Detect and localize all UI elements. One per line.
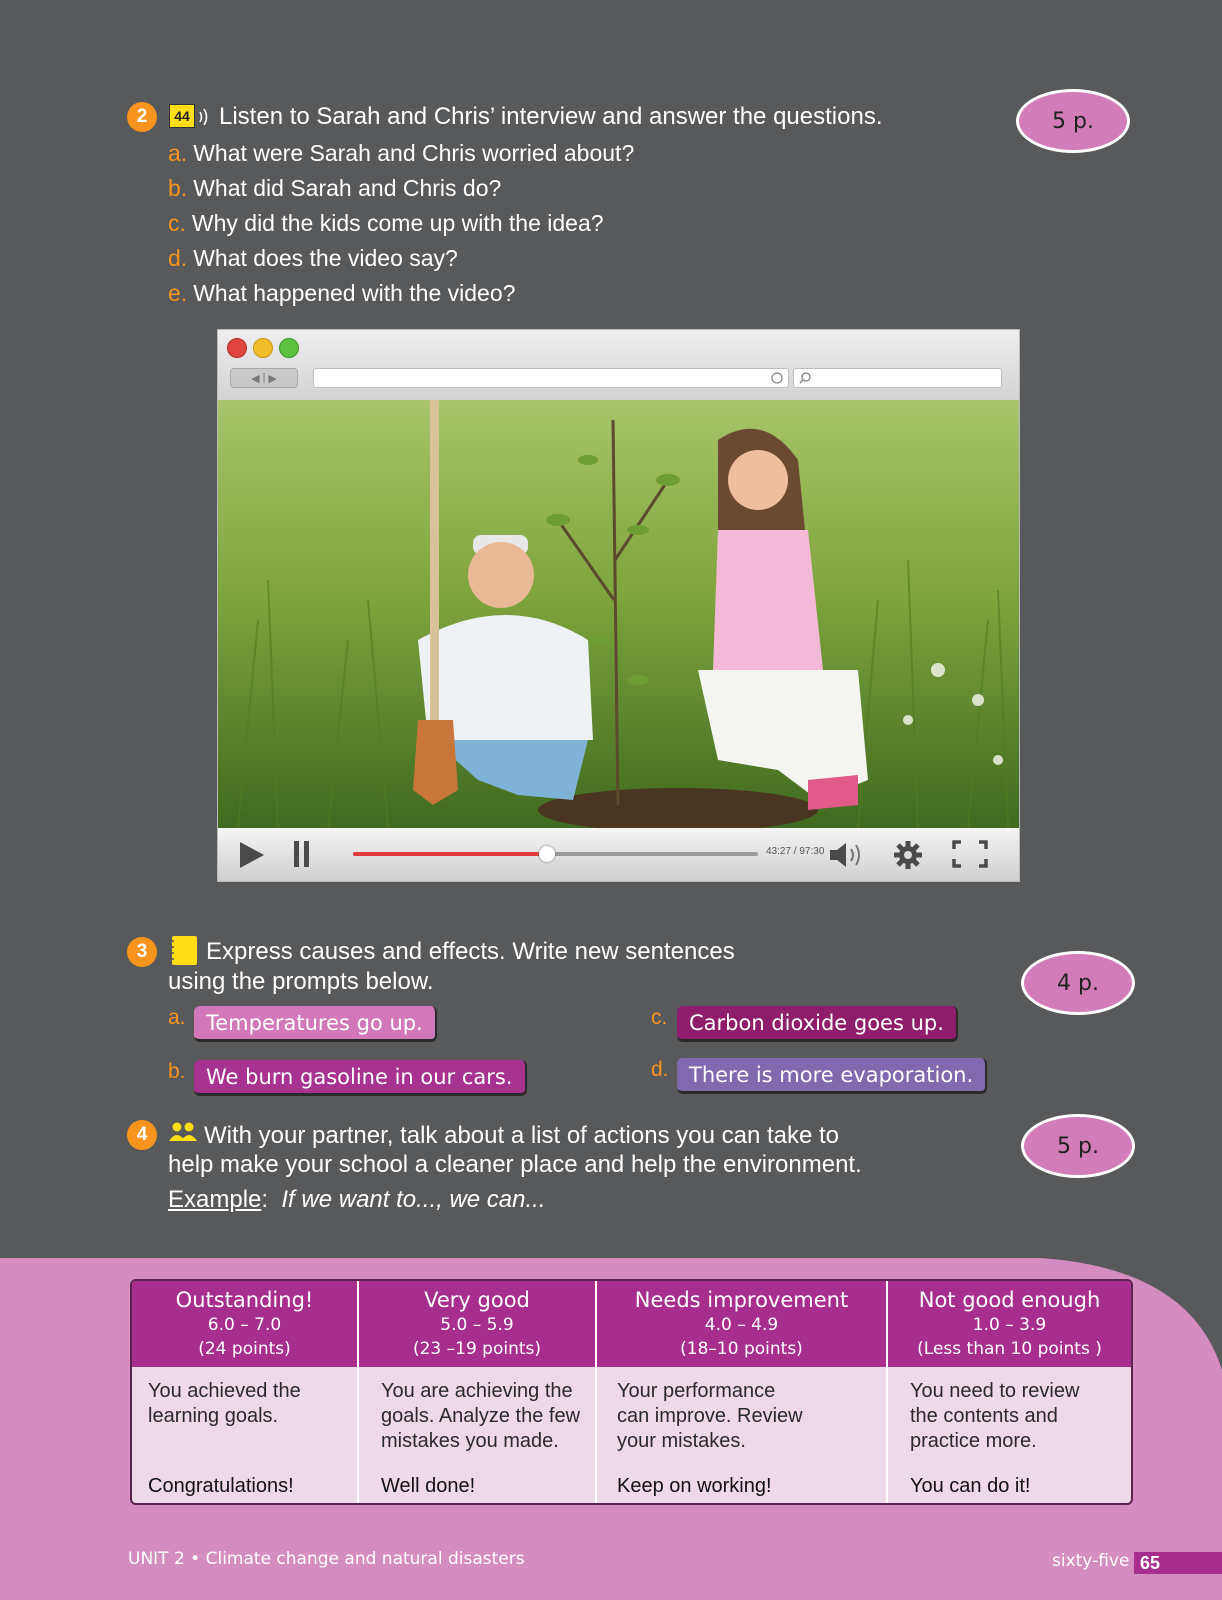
column-closing: Keep on working! xyxy=(617,1475,772,1497)
column-header xyxy=(888,1281,1131,1367)
assessment-column-outstanding xyxy=(132,1281,357,1503)
body-line: goals. Analyze the few xyxy=(381,1405,581,1427)
search-field[interactable] xyxy=(793,368,1002,388)
audio-track-icon xyxy=(169,104,195,128)
column-range: 5.0 – 5.9 xyxy=(440,1315,514,1335)
page-number: 65 xyxy=(1134,1552,1222,1574)
exercise-2-instruction: Listen to Sarah and Chris’ interview and answer the questions. xyxy=(219,103,883,130)
column-range: 4.0 – 4.9 xyxy=(704,1315,779,1335)
body-line: practice more. xyxy=(910,1430,1037,1452)
forward-arrow-icon[interactable]: ▶ xyxy=(268,372,277,385)
play-icon[interactable] xyxy=(238,840,266,870)
prompt-letter-a: a. xyxy=(168,1006,186,1029)
column-header xyxy=(359,1281,595,1367)
settings-gear-icon[interactable] xyxy=(893,840,923,870)
browser-window xyxy=(217,329,1020,882)
body-line: the contents and xyxy=(910,1405,1058,1427)
pause-icon[interactable] xyxy=(293,840,311,868)
assessment-column-not-good-enough xyxy=(888,1281,1131,1503)
column-title: Very good xyxy=(424,1288,530,1312)
column-points: (23 –19 points) xyxy=(412,1339,542,1359)
question-text: What happened with the video? xyxy=(193,280,516,306)
progress-scrubber[interactable] xyxy=(539,846,555,862)
exercise-3-instruction-line2: using the prompts below. xyxy=(168,968,434,995)
close-window-button[interactable] xyxy=(227,338,247,358)
assessment-column-very-good xyxy=(359,1281,595,1503)
column-title: Outstanding! xyxy=(175,1288,314,1312)
question-b xyxy=(168,173,501,203)
assessment-column-needs-improvement xyxy=(597,1281,886,1503)
example-text: If we want to..., we can... xyxy=(281,1186,546,1213)
column-header xyxy=(132,1281,357,1367)
browser-toolbar xyxy=(218,330,1019,400)
progress-fill xyxy=(353,852,547,856)
maximize-window-button[interactable] xyxy=(279,338,299,358)
question-letter: a. xyxy=(168,140,188,166)
column-range: 6.0 – 7.0 xyxy=(207,1315,282,1335)
exercise-2-number: 2 xyxy=(127,102,157,132)
prompt-chip-c: Carbon dioxide goes up. xyxy=(677,1006,958,1042)
column-closing: Well done! xyxy=(381,1475,476,1497)
body-line: You need to review xyxy=(910,1380,1080,1402)
column-points: (18–10 points) xyxy=(680,1339,803,1359)
question-letter: e. xyxy=(168,280,188,306)
question-letter: c. xyxy=(168,210,186,236)
page-word: sixty-five xyxy=(1052,1551,1130,1571)
prompt-chip-a: Temperatures go up. xyxy=(194,1006,437,1042)
column-closing: You can do it! xyxy=(910,1475,1031,1497)
exercise-4-example: Example: If we want to..., we can... xyxy=(168,1186,546,1213)
video-frame[interactable] xyxy=(218,400,1019,828)
back-arrow-icon[interactable]: ◀ xyxy=(251,372,260,385)
address-bar[interactable] xyxy=(313,368,789,388)
reload-icon[interactable] xyxy=(770,371,784,385)
assessment-table xyxy=(130,1279,1133,1505)
question-a xyxy=(168,138,634,168)
prompt-letter-d: d. xyxy=(651,1058,669,1081)
exercise-2-points-badge: 5 p. xyxy=(1016,89,1130,153)
volume-icon[interactable] xyxy=(828,840,868,870)
question-text: Why did the kids come up with the idea? xyxy=(191,210,604,236)
notebook-icon xyxy=(168,935,200,967)
exercise-4-number: 4 xyxy=(127,1120,157,1150)
progress-track[interactable] xyxy=(353,852,758,856)
question-c xyxy=(168,208,604,238)
column-closing: Congratulations! xyxy=(148,1475,294,1497)
exercise-4-instruction-line2: help make your school a cleaner place and help the environment. xyxy=(168,1151,862,1178)
question-text: What did Sarah and Chris do? xyxy=(193,175,502,201)
question-letter: d. xyxy=(168,245,188,271)
column-body xyxy=(132,1367,357,1505)
body-line: your mistakes. xyxy=(617,1430,746,1452)
question-text: What does the video say? xyxy=(193,245,458,271)
column-range: 1.0 – 3.9 xyxy=(972,1315,1047,1335)
column-points: (Less than 10 points ) xyxy=(917,1339,1102,1359)
search-icon xyxy=(798,371,812,385)
prompt-chip-b: We burn gasoline in our cars. xyxy=(194,1060,527,1096)
video-time: 43:27 / 97:30 xyxy=(766,846,825,857)
exercise-3-instruction-line1: Express causes and effects. Write new sentences xyxy=(206,938,735,965)
fullscreen-icon[interactable] xyxy=(952,840,988,868)
prompt-letter-b: b. xyxy=(168,1060,186,1083)
body-line: You achieved the xyxy=(148,1380,301,1402)
exercise-3-points-badge: 4 p. xyxy=(1021,951,1135,1015)
question-letter: b. xyxy=(168,175,188,201)
track-number: 44 xyxy=(174,108,190,124)
prompt-letter-c: c. xyxy=(651,1006,668,1029)
sound-waves-icon xyxy=(197,106,211,128)
body-line: Your performance xyxy=(617,1380,776,1402)
prompt-chip-d: There is more evaporation. xyxy=(677,1058,987,1094)
column-title: Needs improvement xyxy=(634,1288,849,1312)
kids-planting-tree-photo xyxy=(218,400,1019,828)
body-line: You are achieving the xyxy=(381,1380,573,1402)
exercise-4-instruction-line1: With your partner, talk about a list of actions you can take to xyxy=(204,1122,840,1149)
column-body xyxy=(359,1367,595,1505)
minimize-window-button[interactable] xyxy=(253,338,273,358)
exercise-4-points-badge: 5 p. xyxy=(1021,1114,1135,1178)
column-title: Not good enough xyxy=(918,1288,1101,1312)
body-line: learning goals. xyxy=(148,1405,279,1427)
column-body xyxy=(888,1367,1131,1505)
video-controls xyxy=(218,828,1019,881)
body-line: can improve. Review xyxy=(617,1405,803,1427)
body-line: mistakes you made. xyxy=(381,1430,559,1452)
exercise-3-number: 3 xyxy=(127,937,157,967)
column-body xyxy=(597,1367,886,1505)
column-points: (24 points) xyxy=(198,1339,291,1359)
question-e xyxy=(168,278,515,308)
question-d xyxy=(168,243,458,273)
question-text: What were Sarah and Chris worried about? xyxy=(193,140,635,166)
example-label: Example xyxy=(168,1186,262,1213)
back-forward-buttons[interactable]: ◀ | ▶ xyxy=(230,368,298,388)
column-header xyxy=(597,1281,886,1367)
pair-work-icon xyxy=(168,1121,198,1143)
unit-title: UNIT 2 • Climate change and natural disasters xyxy=(128,1549,525,1569)
